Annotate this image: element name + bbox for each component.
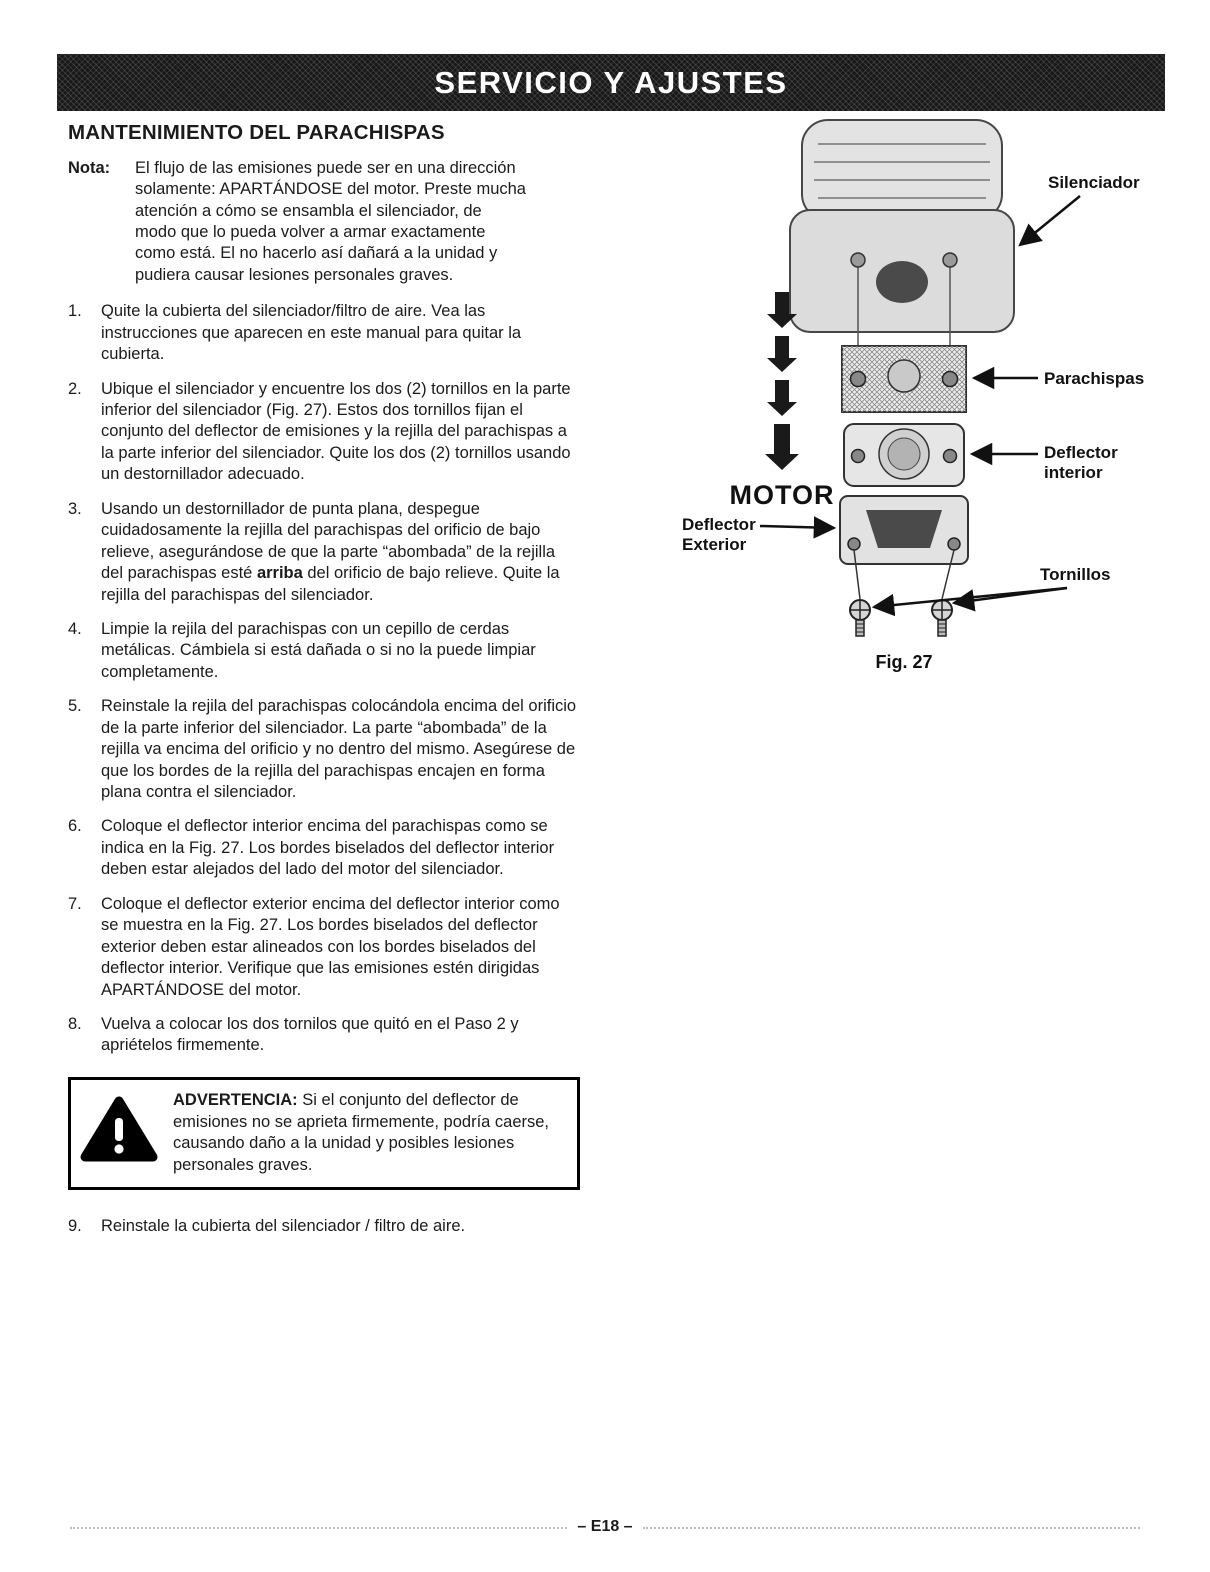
- inner-deflector-illustration: [844, 424, 964, 486]
- step-number: 5.: [68, 697, 82, 716]
- footer-dotted-line: [643, 1527, 1140, 1529]
- note-label: Nota:: [68, 158, 111, 177]
- step-item: [68, 816, 580, 880]
- text-column: [68, 120, 580, 1250]
- step-item: [68, 1014, 580, 1057]
- motor-label: MOTOR: [729, 480, 835, 510]
- warning-label: ADVERTENCIA:: [173, 1090, 298, 1109]
- step-text-part: del orificio de bajo relieve. Quite la rejilla del parachispas del silenciador.: [101, 564, 560, 604]
- warning-text-body: Si el conjunto del deflector de emisiones no se aprieta firmemente, podría caerse, causando daño a la unidad y posibles lesiones personales graves.: [173, 1090, 550, 1175]
- step-number: 3.: [68, 499, 82, 518]
- silenciador-label: Silenciador: [1048, 173, 1140, 192]
- deflector-exterior-label-line2: Exterior: [682, 535, 747, 554]
- note-text: El flujo de las emisiones puede ser en una dirección solamente: APARTÁNDOSE del motor. Preste mucha atención a cómo se ensambla el silenciador, de modo que lo pueda volver a armar exactamente como está. El no hacerlo así dañará a la unidad y pudiera causar lesiones personales graves.: [135, 158, 526, 284]
- step-text: Coloque el deflector exterior encima del deflector interior como se muestra en la Fig. 27. Los bordes biselados del deflector exterior deben estar alineados con los bordes biselados del deflector interior. Verifique que las emisiones estén dirigidas APARTÁNDOSE del motor.: [101, 894, 560, 999]
- step-item: [68, 379, 580, 486]
- section-header-title: SERVICIO Y AJUSTES: [434, 64, 788, 100]
- step-text: Reinstale la cubierta del silenciador / filtro de aire.: [101, 1216, 466, 1235]
- step-item: [68, 894, 580, 1001]
- step-text: Vuelva a colocar los dos tornilos que quitó en el Paso 2 y apriételos firmemente.: [101, 1014, 519, 1055]
- step-number: 2.: [68, 379, 82, 398]
- page-footer: [70, 1518, 1140, 1536]
- step-item: [68, 499, 580, 606]
- step-item: [68, 301, 580, 365]
- footer-dotted-line: [70, 1527, 567, 1529]
- outer-deflector-illustration: [840, 496, 968, 599]
- step-number: 6.: [68, 817, 82, 836]
- step-text-part: Usando un destornillador de punta plana, despegue cuidadosamente la rejilla del parachispas del orificio de bajo relieve, asegurándose de que la parte “abombada” de la rejilla del parachispas esté: [101, 499, 556, 583]
- deflector-interior-label: Deflector: [1044, 443, 1118, 462]
- spark-arrester-screen: [842, 346, 966, 412]
- note-paragraph: [68, 158, 580, 287]
- muffler-illustration: [790, 120, 1014, 374]
- step-number: 4.: [68, 619, 82, 638]
- tornillos-label: Tornillos: [1040, 565, 1111, 584]
- section-title: MANTENIMIENTO DEL PARACHISPAS: [68, 121, 445, 144]
- figure-27: [612, 112, 1178, 697]
- step-text: Quite la cubierta del silenciador/filtro de aire. Vea las instrucciones que aparecen en este manual para quitar la cubierta.: [101, 302, 522, 364]
- parachispas-label: Parachispas: [1044, 369, 1145, 388]
- section-header-banner: [57, 54, 1165, 111]
- deflector-interior-label-line2: interior: [1044, 463, 1103, 482]
- step-number: 7.: [68, 894, 82, 913]
- warning-triangle-icon: [79, 1096, 159, 1170]
- step-item: [68, 1216, 580, 1237]
- step-text: Reinstale la rejila del parachispas colocándola encima del orificio de la parte inferior del silenciador. La parte “abombada” de la rejilla va encima del orificio y no dentro del mismo. Asegúrese de que los bordes de la rejilla del parachispas encajen en forma plana contra el silenciador.: [101, 697, 577, 802]
- step-text: Limpie la rejila del parachispas con un cepillo de cerdas metálicas. Cámbiela si está dañada o si no la puede limpiar completamente.: [101, 619, 536, 681]
- warning-text: [173, 1090, 559, 1177]
- step-text: Coloque el deflector interior encima del parachispas como se indica en la Fig. 27. Los bordes biselados del deflector interior deben estar alejados del lado del motor del silenciador.: [101, 817, 555, 879]
- step-number: 9.: [68, 1216, 82, 1235]
- step-item: [68, 619, 580, 683]
- step-text-bold: arriba: [256, 564, 303, 583]
- step-number: 1.: [68, 302, 82, 321]
- page-number: – E18 –: [577, 1518, 633, 1535]
- step-text: [101, 499, 580, 606]
- step-number: 8.: [68, 1014, 82, 1033]
- deflector-exterior-label: Deflector: [682, 515, 756, 534]
- warning-box: [68, 1077, 580, 1190]
- step-text: Ubique el silenciador y encuentre los dos (2) tornillos en la parte inferior del silenciador (Fig. 27). Estos dos tornillos fijan el conjunto del deflector de emisiones y la rejilla del parachispas a la parte inferior del silenciador. Quite los dos (2) tornillos usando un destornillador adecuado.: [101, 379, 571, 484]
- figure-caption: Fig. 27: [875, 652, 933, 672]
- step-item: [68, 696, 580, 803]
